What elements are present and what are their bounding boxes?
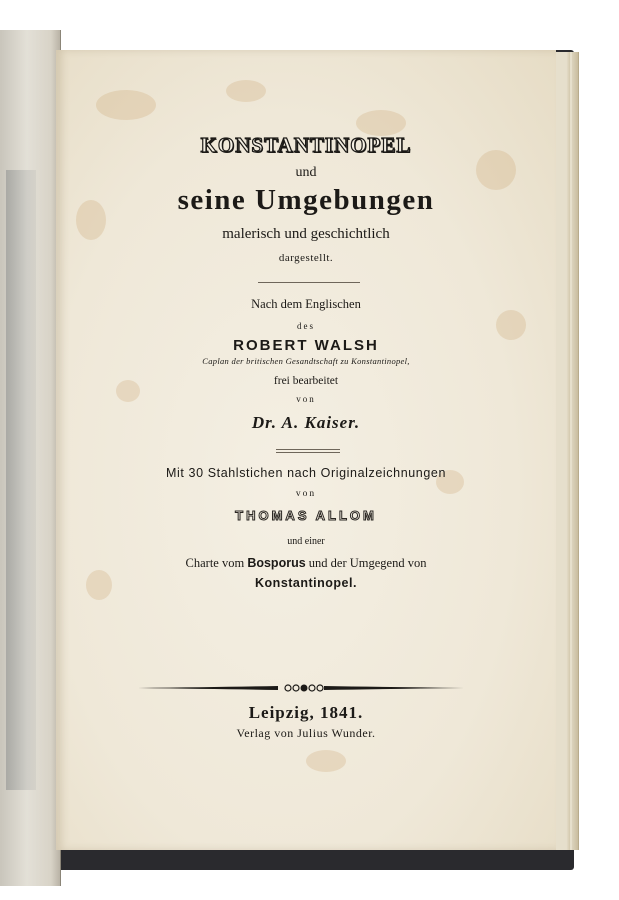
publisher-line: Verlag von Julius Wunder. — [236, 726, 376, 740]
von-line-1: von — [296, 394, 316, 404]
subtitle: malerisch und geschichtlich — [222, 226, 390, 242]
des-line: des — [297, 321, 315, 331]
divider-rule-1 — [258, 282, 360, 283]
left-page-edge — [0, 30, 61, 886]
divider-rule-2 — [276, 449, 340, 450]
title-sub: seine Umgebungen — [177, 184, 435, 216]
subtitle-2: dargestellt. — [278, 252, 334, 264]
source-line: Nach dem Englischen — [251, 297, 361, 311]
adaptation-line: frei bearbeitet — [273, 375, 339, 387]
ornamental-rule — [138, 681, 464, 695]
imprint-place-year: Leipzig, 1841. — [248, 703, 364, 722]
map-line — [56, 556, 556, 571]
map-line-suffix: und der Umgegend von — [308, 556, 427, 570]
divider-rule-2b — [276, 452, 340, 453]
map-bosporus: Bosporus — [247, 556, 306, 570]
illustrator-name: THOMAS ALLOM — [235, 508, 377, 523]
title-conjunction: und — [295, 165, 317, 180]
illustrations-line: Mit 30 Stahlstichen nach Originalzeichnungen — [165, 466, 447, 480]
author-name: ROBERT WALSH — [233, 337, 379, 354]
title-main: KONSTANTINOPEL — [200, 133, 412, 157]
map-city: Konstantinopel. — [255, 576, 357, 590]
und-einer-line: und einer — [287, 536, 325, 547]
map-line-prefix: Charte vom — [185, 556, 245, 570]
editor-name: Dr. A. Kaiser. — [251, 413, 361, 432]
author-role: Caplan der britischen Gesandtschaft zu Konstantinopel, — [202, 356, 410, 366]
von-line-2: von — [295, 489, 317, 499]
